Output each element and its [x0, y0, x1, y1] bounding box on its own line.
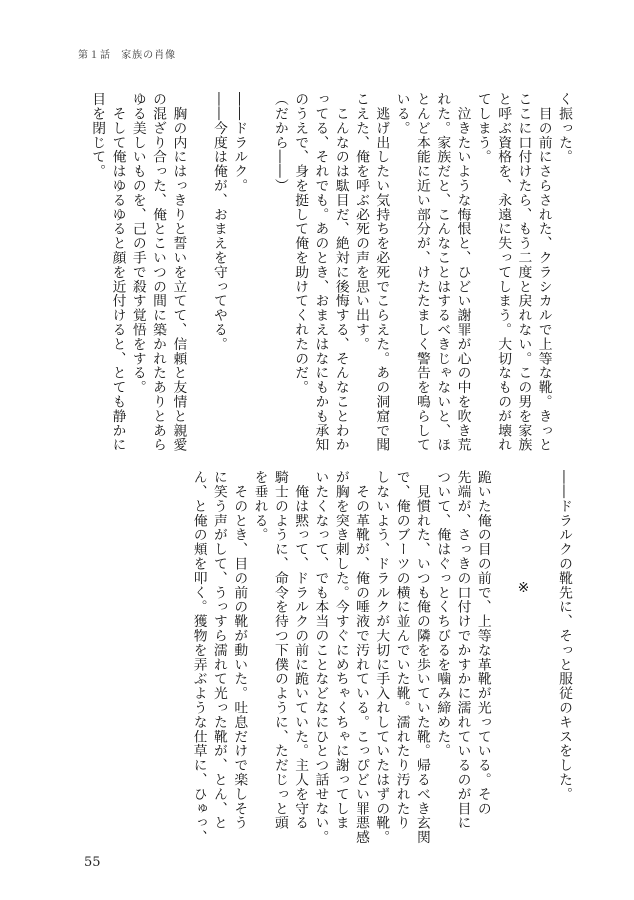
body-text-bottom	[188, 470, 574, 845]
text-column: こんなのは駄目だ、絶対に後悔する、そんなことわか	[332, 92, 349, 452]
spacer	[188, 92, 208, 452]
text-column: ってる、それでも。あのとき、おまえはなにもかも承知	[312, 92, 329, 452]
text-column: 俺は黙って、ドラルクの前に跪いていた。主人を守る	[292, 470, 309, 830]
text-column: こえた、俺を呼ぶ必死の声を思い出す。	[353, 92, 370, 352]
text-column: の混ざり合った、俺とこいつの間に築かれたありとあら	[150, 92, 167, 452]
text-column: が胸を突き刺した。今すぐにめちゃくちゃに謝ってしま	[332, 470, 349, 830]
text-column: ん、と俺の頬を叩く。獲物を弄ぶような仕草に、ひゅっ、	[190, 470, 207, 845]
text-column: 目を閉じて。	[89, 92, 106, 179]
text-column: いたくなって、でも本当のことなどなにひとつ話せない。	[312, 470, 329, 845]
scene-break-mark: ※	[515, 580, 532, 597]
body-text-top	[87, 92, 574, 452]
text-column: 騎士のように、命令を待つ下僕のように、ただじっと頭	[271, 470, 288, 830]
text-column: とんど本能に近い部分が、けたたましく警告を鳴らして	[413, 92, 430, 452]
text-column: 目の前にさらされた、クラシカルで上等な靴。きっと	[535, 92, 552, 452]
text-column: しないよう、ドラルクが大切に手入れしていたはずの靴。	[373, 470, 390, 845]
lead-line: ――ドラルクの靴先に、そっと服従のキスをした。	[556, 470, 572, 802]
text-column: で、俺のブーツの横に並んでいた靴。濡れたり汚れたり	[393, 470, 410, 830]
text-column: そして俺はゆるゆると顔を近付けると、とても静かに	[109, 92, 126, 452]
text-column: に笑う声がして、うっすら濡れて光った靴が、とん、と	[210, 470, 227, 830]
chapter-title: 家族の肖像	[121, 50, 177, 61]
text-column: てしまう。	[474, 92, 491, 164]
text-column: を垂れる。	[251, 470, 268, 542]
page-number: 55	[84, 855, 101, 870]
text-column: 跪いた俺の目の前で、上等な革靴が光っている。その	[474, 470, 491, 816]
text-column: 先端が、さっきの口付けでかすかに濡れているのが目に	[454, 470, 471, 830]
text-column: 泣きたいような悔恨と、ひどい謝罪が心の中を吹き荒	[454, 92, 471, 452]
text-column: と呼ぶ資格を、永遠に失ってしまう。大切なものが壊れ	[495, 92, 512, 452]
text-column: そのとき、目の前の靴が動いた。吐息だけで楽しそう	[231, 470, 248, 830]
running-head	[78, 46, 182, 61]
text-column: く振った。	[556, 92, 572, 164]
text-column: その革靴が、俺の唾液で汚れている。こっぴどい罪悪感	[353, 470, 370, 845]
text-column: ――ドラルク。	[231, 92, 248, 193]
spacer	[249, 92, 269, 452]
scene-break	[513, 470, 533, 830]
text-column: ここに口付けたら、もう二度と戻れない。この男を家族	[515, 92, 532, 452]
text-column: （だから――）	[271, 92, 288, 193]
text-column: ――今度は俺が、おまえを守ってやる。	[210, 92, 227, 352]
text-column: のうえで、身を挺して俺を助けてくれたのだ。	[292, 92, 309, 395]
spacer	[493, 470, 513, 830]
chapter-number: 第１話	[78, 50, 111, 61]
text-column: れた。家族だと、こんなことはするべきじゃないと、ほ	[434, 92, 451, 452]
text-column: 胸の内にはっきりと誓いを立てて、信頼と友情と親愛	[170, 92, 187, 452]
text-column: 逃げ出したい気持ちを必死でこらえた。あの洞窟で聞	[373, 92, 390, 452]
text-column: 見慣れた、いつも俺の隣を歩いていた靴。帰るべき玄関	[413, 470, 430, 845]
text-column: ついて、俺はぐっとくちびるを噛み締めた。	[434, 470, 451, 758]
text-column: ゆる美しいものを、己の手で殺す覚悟をする。	[129, 92, 146, 395]
text-column: いる。	[393, 92, 410, 136]
spacer	[533, 470, 553, 830]
